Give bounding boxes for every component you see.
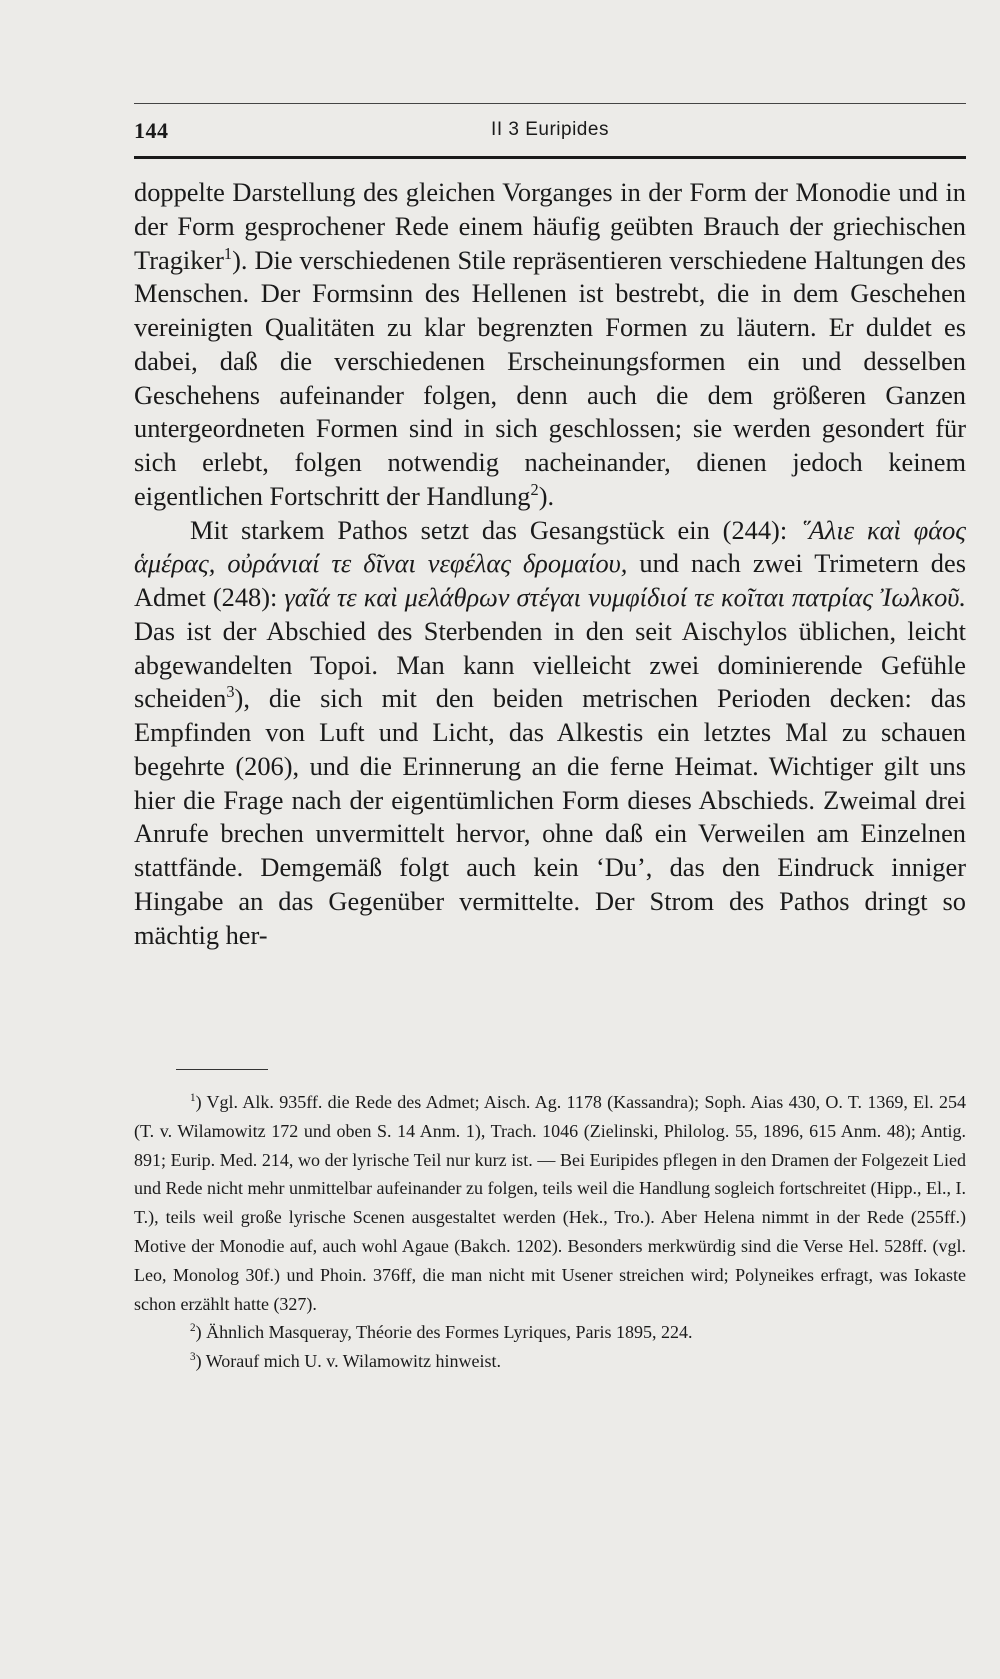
running-head: II 3 Euripides bbox=[491, 119, 609, 140]
page-number: 144 bbox=[134, 118, 169, 143]
paragraph-2 bbox=[134, 514, 966, 953]
footnote-text-2: ) Ähnlich Masqueray, Théorie des Formes Lyriques, Paris 1895, 224. bbox=[195, 1322, 693, 1343]
p1-text-1: doppelte Darstellung des gleichen Vorganges in der Form der Monodie und in der Form gesprochener Rede einem häufig geübten Brauch der griechischen Tragiker bbox=[134, 177, 966, 275]
footnote-marker-3: 3 bbox=[190, 1351, 196, 1364]
p2-text-1: Mit starkem Pathos setzt das Gesangstück ein (244): bbox=[190, 514, 801, 545]
header-thin-rule bbox=[134, 103, 966, 104]
footnote-marker-2: 2 bbox=[190, 1322, 196, 1335]
p2-text-2: und nach zwei Trimetern des Admet (248): bbox=[134, 548, 966, 612]
footnote-1 bbox=[134, 1088, 966, 1318]
footnote-ref-1[interactable]: 1 bbox=[223, 243, 233, 263]
footnote-2 bbox=[134, 1318, 966, 1347]
p2-text-4: ), die sich mit den beiden metrischen Perioden decken: das Empfinden von Luft und Licht, das Alkestis ein letztes Mal zu schauen begehrte (206), und die Erinnerung an die ferne Heimat. Wichtiger gilt uns hier die Frage nach der eigentümlichen Form dieses Abschieds. Zweimal drei Anrufe brechen unvermittelt hervor, ohne daß ein Verweilen am Einzelnen stattfände. Demgemäß folgt auch kein ‘Du’, das den Eindruck inniger Hingabe an das Gegenüber vermittelte. Der Strom des Pathos dringt so mächtig her- bbox=[134, 683, 966, 950]
footnote-separator bbox=[176, 1069, 268, 1070]
paragraph-1 bbox=[134, 176, 966, 514]
main-text bbox=[134, 176, 966, 952]
footnote-3 bbox=[134, 1347, 966, 1376]
p2-text-3: Das ist der Abschied des Sterbenden in den seit Aischylos üblichen, leicht abgewandelten Topoi. Man kann vielleicht zwei dominierende Gefühle scheiden bbox=[134, 615, 966, 714]
footnote-ref-3[interactable]: 3 bbox=[226, 682, 235, 702]
greek-quote-2: γαῖά τε καὶ μελάθρων στέγαι νυμφίδιοί τε κοῖται πατρίας Ἰωλκοῦ. bbox=[284, 582, 966, 612]
greek-quote-1: ῞Αλιε καὶ φάος ἁμέρας, οὐράνιαί τε δῖναι νεφέλας δρομαίου, bbox=[134, 514, 966, 579]
footnote-marker-1: 1 bbox=[190, 1092, 196, 1104]
footnote-text-3: ) Worauf mich U. v. Wilamowitz hinweist. bbox=[195, 1351, 502, 1372]
page-header bbox=[134, 118, 966, 148]
footnote-text-1: ) Vgl. Alk. 935ff. die Rede des Admet; Aisch. Ag. 1178 (Kassandra); Soph. Aias 430, O. T. 1369, El. 254 (T. v. Wilamowitz 172 und oben S. 14 Anm. 1), Trach. 1046 (Zielinski, Philolog. 55, 1896, 615 Anm. 48); Antig. 891; Eurip. Med. 214, wo der lyrische Teil nur kurz ist. — Bei Euripides pflegen in den Dramen der Folgezeit Lied und Rede nicht mehr unmittelbar aufeinander zu folgen, teils weil die Handlung sogleich fortschreitet (Hipp., El., I. T.), teils weil große lyrische Scenen ausgestaltet werden (Hek., Tro.). Aber Helena nimmt in der Rede (255ff.) Motive der Monodie auf, auch wohl Agaue (Bakch. 1202). Besonders merkwürdig sind die Verse Hel. 528ff. (vgl. Leo, Monolog 30f.) und Phoin. 376ff, die man nicht mit Usener streichen wird; Polyneikes erfragt, was Iokaste schon erzählt hatte (327). bbox=[134, 1092, 966, 1314]
header-rule bbox=[134, 156, 966, 159]
footnotes bbox=[134, 1088, 966, 1376]
p1-text-3: ). bbox=[538, 480, 555, 511]
footnote-ref-2[interactable]: 2 bbox=[530, 479, 539, 499]
p1-text-2: ). Die verschiedenen Stile repräsentieren verschiedene Haltungen des Menschen. Der Formsinn des Hellenen ist bestrebt, die in dem Geschehen vereinigten Qualitäten zu klar begrenzten Formen zu läutern. Er duldet es dabei, daß die verschiedenen Erscheinungsformen ein und desselben Geschehens aufeinander folgen, denn auch die dem größeren Ganzen untergeordneten Formen sind in sich geschlossen; sie werden gesondert für sich erlebt, folgen notwendig nacheinander, dienen jedoch keinem eigentlichen Fortschritt der Handlung bbox=[134, 244, 966, 511]
